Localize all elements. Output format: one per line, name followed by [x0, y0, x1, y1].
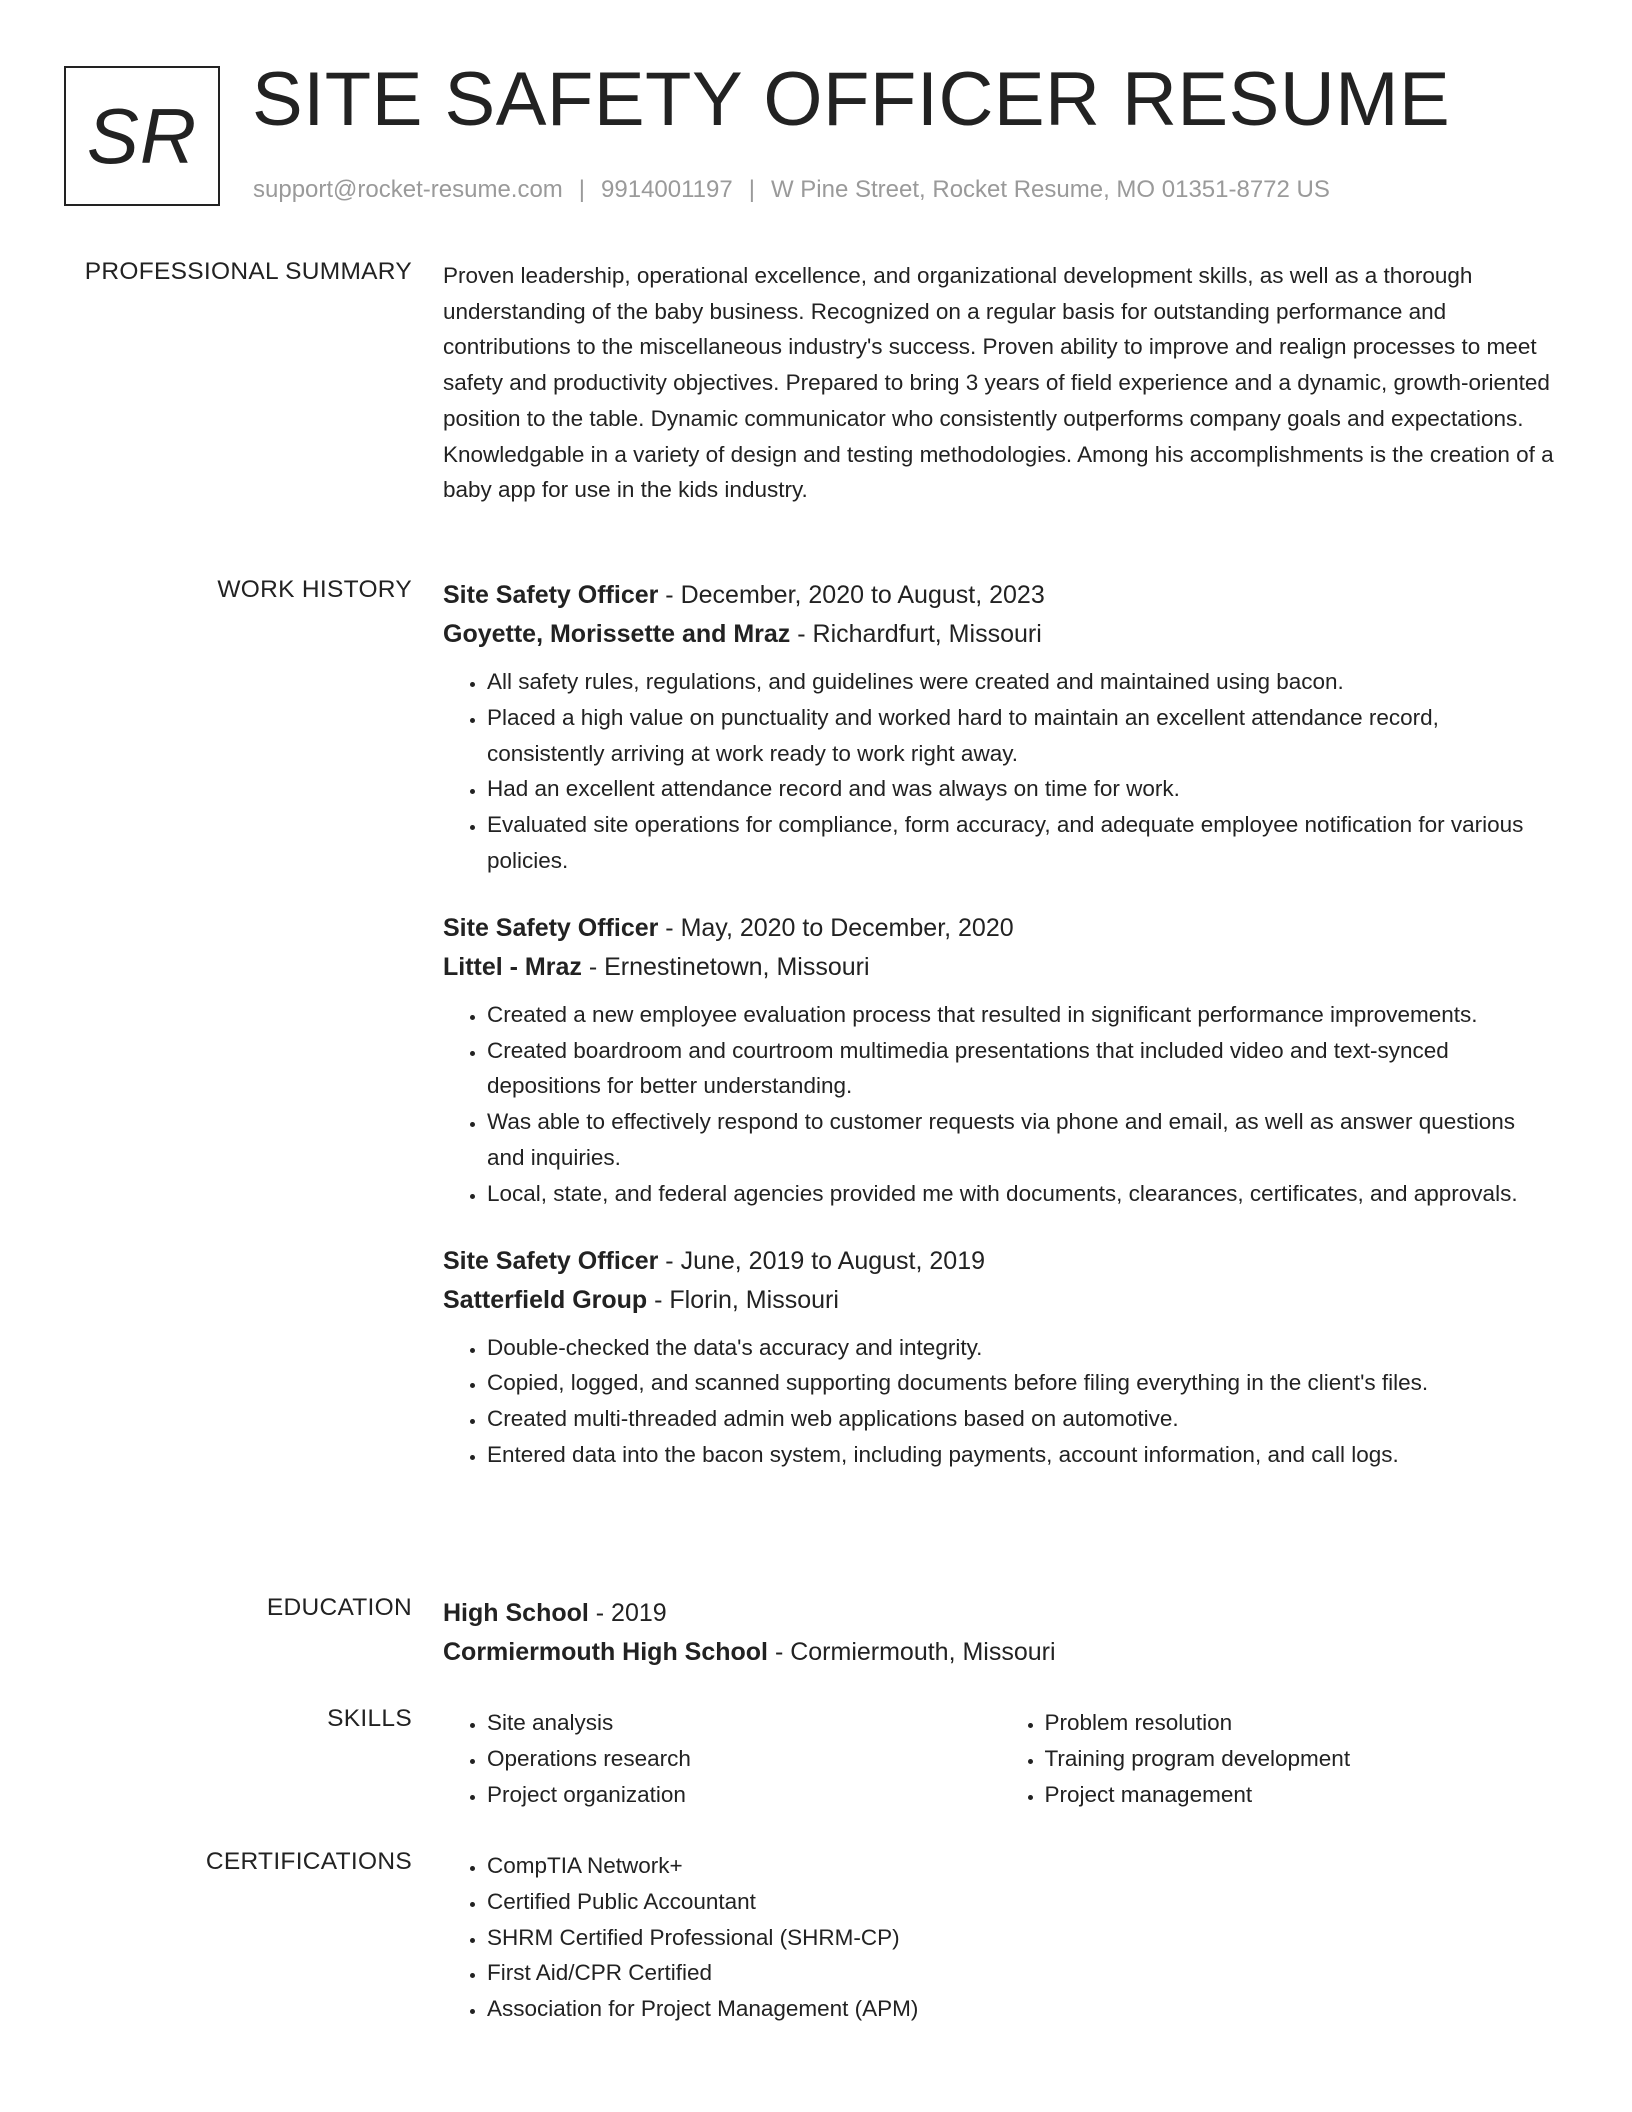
certification-item: • Certified Public Accountant	[487, 1884, 1558, 1920]
job-location: - Richardfurt, Missouri	[790, 620, 1042, 648]
skills-columns	[443, 1705, 1558, 1812]
section-label-education: EDUCATION	[266, 1594, 412, 1621]
contact-address: W Pine Street, Rocket Resume, MO 01351-8772 US	[770, 176, 1330, 203]
education-location: - Cormiermouth, Missouri	[768, 1638, 1056, 1666]
education-degree: High School	[443, 1599, 589, 1627]
contact-line	[253, 176, 1330, 204]
certification-item: • First Aid/CPR Certified	[487, 1955, 1558, 1991]
contact-separator: |	[578, 176, 586, 203]
summary-text: Proven leadership, operational excellence, and organizational development skills, as well as a thorough understanding of the baby business. Recognized on a regular basis for outstanding performance and contributions to the miscellaneous industry's success. Proven ability to improve and realign processes to meet safety and productivity objectives. Prepared to bring 3 years of field experience and a dynamic, growth-oriented position to the table. Dynamic communicator who consistently outperforms company goals and expectations. Knowledgable in a variety of design and testing methodologies. Among his accomplishments is the creation of a baby app for use in the kids industry.	[443, 263, 1554, 503]
job-entry	[443, 909, 1558, 1212]
job-bullets	[443, 1330, 1558, 1473]
job-bullet: • Entered data into the bacon system, including payments, account information, and call logs.	[487, 1437, 1558, 1473]
section-label-work: WORK HISTORY	[217, 576, 412, 603]
job-bullets	[443, 997, 1558, 1212]
skill-item: • Project management	[1045, 1777, 1559, 1813]
skills-body	[443, 1705, 1558, 1812]
job-title-line	[443, 1242, 1558, 1281]
job-title: Site Safety Officer	[443, 913, 659, 942]
job-company: Littel - Mraz	[443, 952, 582, 981]
section-label-skills: SKILLS	[327, 1705, 412, 1732]
skill-item: • Problem resolution	[1045, 1705, 1559, 1741]
education-body	[443, 1594, 1558, 1672]
skills-list-left	[443, 1705, 1001, 1812]
education-school-line	[443, 1633, 1558, 1672]
certification-item: • SHRM Certified Professional (SHRM-CP)	[487, 1920, 1558, 1956]
job-company: Satterfield Group	[443, 1285, 648, 1314]
job-bullet: • Was able to effectively respond to customer requests via phone and email, as well as answer questions and inquiries.	[487, 1104, 1558, 1176]
job-title-line	[443, 576, 1558, 615]
job-entry	[443, 1242, 1558, 1473]
contact-phone[interactable]: 9914001197	[601, 176, 733, 203]
skill-item: • Project organization	[487, 1777, 1001, 1813]
job-bullet: • Local, state, and federal agencies provided me with documents, clearances, certificates, and approvals.	[487, 1176, 1558, 1212]
job-title: Site Safety Officer	[443, 581, 659, 609]
certification-item: • CompTIA Network+	[487, 1848, 1558, 1884]
job-company: Goyette, Morissette and Mraz	[443, 620, 791, 648]
certifications-list	[443, 1848, 1558, 2027]
skill-item: • Operations research	[487, 1741, 1001, 1777]
job-bullet: • All safety rules, regulations, and guidelines were created and maintained using bacon.	[487, 664, 1558, 700]
job-entry	[443, 576, 1558, 879]
education-school: Cormiermouth High School	[443, 1638, 768, 1666]
job-title-line	[443, 909, 1558, 948]
job-bullet: • Had an excellent attendance record and was always on time for work.	[487, 771, 1558, 807]
job-company-line	[443, 948, 1558, 987]
job-company-line	[443, 615, 1558, 654]
monogram-logo: SR	[64, 66, 220, 206]
job-bullet: • Evaluated site operations for compliance, form accuracy, and adequate employee notification for various policies.	[487, 807, 1558, 879]
job-bullet: • Created a new employee evaluation process that resulted in significant performance improvements.	[487, 997, 1558, 1033]
skill-item: • Site analysis	[487, 1705, 1001, 1741]
job-bullet: • Created boardroom and courtroom multimedia presentations that included video and text-synced depositions for better understanding.	[487, 1033, 1558, 1105]
job-location: - Florin, Missouri	[647, 1285, 839, 1314]
job-location: - Ernestinetown, Missouri	[581, 952, 870, 981]
certification-item: • Association for Project Management (APM)	[487, 1991, 1558, 2027]
education-degree-line	[443, 1594, 1558, 1633]
job-bullet: • Copied, logged, and scanned supporting documents before filing everything in the client's files.	[487, 1365, 1558, 1401]
certifications-body	[443, 1848, 1558, 2027]
job-dates: - May, 2020 to December, 2020	[658, 913, 1014, 942]
section-label-summary: PROFESSIONAL SUMMARY	[84, 258, 412, 285]
job-dates: - June, 2019 to August, 2019	[658, 1246, 985, 1275]
job-bullet: • Created multi-threaded admin web applications based on automotive.	[487, 1401, 1558, 1437]
work-body	[443, 576, 1558, 1473]
education-year: - 2019	[588, 1599, 667, 1627]
job-bullets	[443, 664, 1558, 879]
job-dates: - December, 2020 to August, 2023	[658, 581, 1045, 609]
job-bullet: • Double-checked the data's accuracy and integrity.	[487, 1330, 1558, 1366]
page-title: SITE SAFETY OFFICER RESUME	[252, 57, 1451, 142]
summary-body	[443, 258, 1558, 508]
job-title: Site Safety Officer	[443, 1246, 659, 1275]
skills-list-right	[1001, 1705, 1559, 1812]
contact-separator: |	[748, 176, 755, 203]
job-bullet: • Placed a high value on punctuality and worked hard to maintain an excellent attendance record, consistently arriving at work ready to work right away.	[487, 700, 1558, 772]
section-label-certifications: CERTIFICATIONS	[205, 1848, 412, 1875]
job-company-line	[443, 1281, 1558, 1320]
contact-email[interactable]: support@rocket-resume.com	[253, 176, 563, 203]
skill-item: • Training program development	[1045, 1741, 1559, 1777]
